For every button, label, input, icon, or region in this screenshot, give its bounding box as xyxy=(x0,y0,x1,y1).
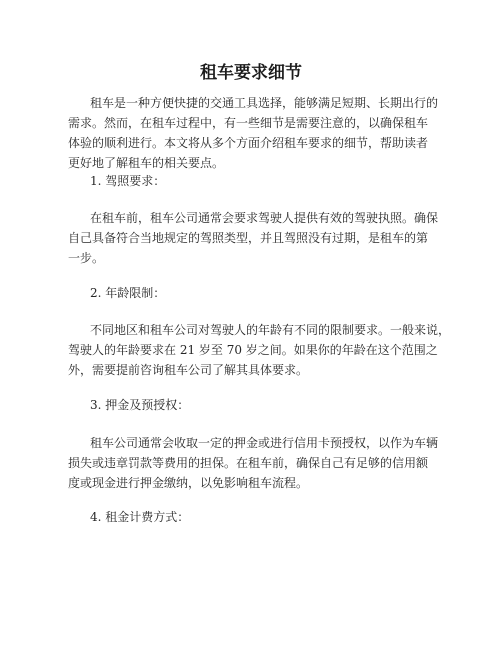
section-paragraph-license xyxy=(68,208,448,268)
section-paragraph-age xyxy=(68,320,451,380)
section-heading-license: 1. 驾照要求： xyxy=(90,174,166,188)
section-line: 外，需要提前咨询租车公司了解其具体要求。 xyxy=(68,363,309,377)
section-line: 一步。 xyxy=(68,251,105,265)
section-line: 租车公司通常会收取一定的押金或进行信用卡预授权，以作为车辆 xyxy=(90,436,439,450)
section-line: 度或现金进行押金缴纳，以免影响租车流程。 xyxy=(68,476,309,490)
document-title: 租车要求细节 xyxy=(200,63,302,83)
section-heading-deposit: 3. 押金及预授权： xyxy=(90,398,190,412)
intro-line: 需求。然而，在租车过程中，有一些细节是需要注意的，以确保租车 xyxy=(68,116,429,130)
intro-line: 体验的顺利进行。本文将从多个方面介绍租车要求的细节，帮助读者 xyxy=(68,136,429,150)
section-line: 不同地区和租车公司对驾驶人的年龄有不同的限制要求。一般来说， xyxy=(90,323,451,337)
section-paragraph-deposit xyxy=(68,433,448,493)
intro-line: 更好地了解租车的相关要点。 xyxy=(68,156,225,170)
section-heading-age: 2. 年龄限制： xyxy=(90,286,166,300)
intro-line: 租车是一种方便快捷的交通工具选择，能够满足短期、长期出行的 xyxy=(90,96,439,110)
section-line: 自己具备符合当地规定的驾照类型，并且驾照没有过期，是租车的第 xyxy=(68,231,429,245)
section-line: 损失或违章罚款等费用的担保。在租车前，确保自己有足够的信用额 xyxy=(68,456,429,470)
section-line: 驾驶人的年龄要求在 21 岁至 70 岁之间。如果你的年龄在这个范围之 xyxy=(68,343,438,357)
intro-paragraph xyxy=(68,93,448,173)
section-line: 在租车前，租车公司通常会要求驾驶人提供有效的驾驶执照。确保 xyxy=(90,211,439,225)
section-heading-rental-fee: 4. 租金计费方式： xyxy=(90,510,190,524)
